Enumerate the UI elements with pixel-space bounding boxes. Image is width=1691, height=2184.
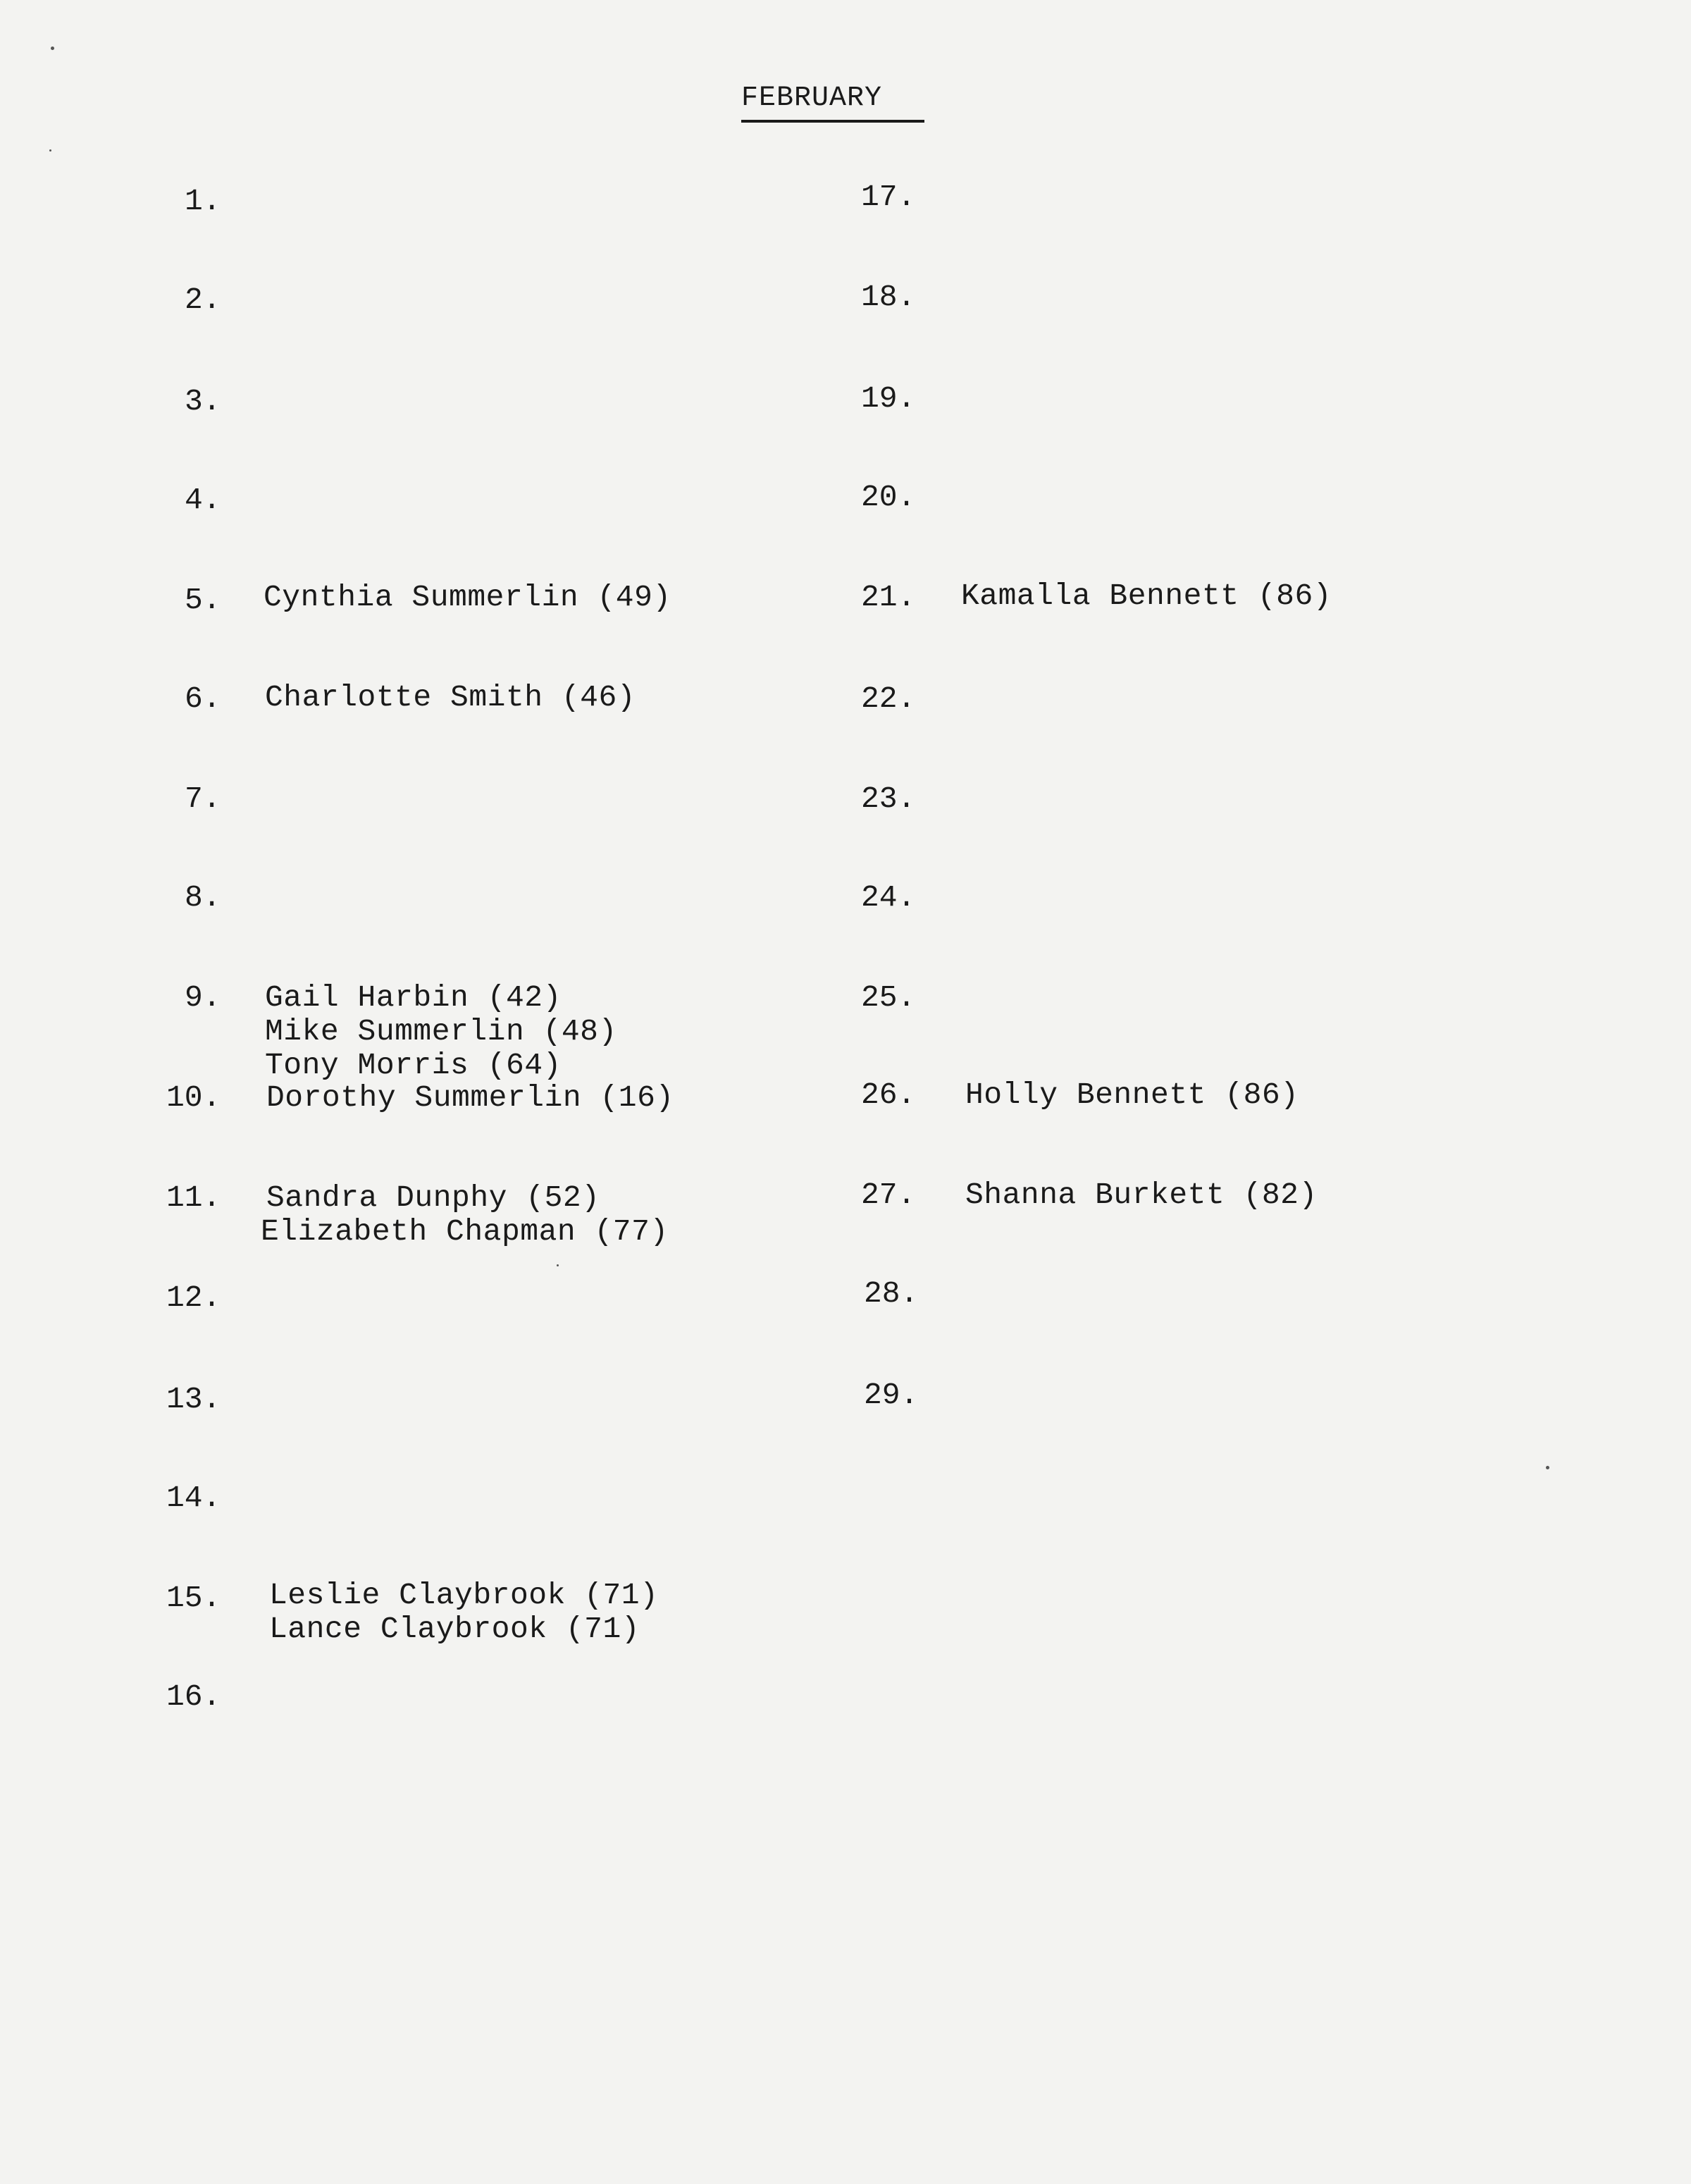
birthday-names	[965, 1178, 1318, 1212]
day-number: 8.	[185, 880, 221, 915]
day-number: 6.	[185, 681, 221, 716]
day-number: 20.	[861, 480, 916, 514]
birthday-name: Leslie Claybrook (71)	[269, 1578, 659, 1612]
birthday-names	[269, 1579, 658, 1646]
day-number: 29.	[864, 1378, 919, 1412]
paper-speck	[51, 47, 54, 50]
day-number: 23.	[861, 782, 916, 816]
birthday-name: Elizabeth Chapman (77)	[261, 1214, 669, 1249]
birthday-names	[265, 981, 617, 1082]
birthday-name: Holly Bennett (86)	[965, 1078, 1299, 1112]
birthday-names	[261, 1181, 669, 1249]
day-number: 12.	[166, 1281, 221, 1315]
day-number: 17.	[861, 180, 916, 214]
birthday-names	[965, 1078, 1299, 1112]
day-number: 22.	[861, 681, 916, 716]
day-number: 9.	[185, 980, 221, 1015]
day-number: 13.	[166, 1382, 221, 1417]
day-number: 15.	[166, 1581, 221, 1615]
birthday-name: Dorothy Summerlin (16)	[266, 1080, 674, 1115]
day-number: 14.	[166, 1481, 221, 1515]
day-number: 5.	[185, 583, 221, 617]
birthday-names	[265, 681, 636, 715]
day-number: 18.	[861, 280, 916, 314]
birthday-name: Mike Summerlin (48)	[265, 1014, 617, 1049]
birthday-names	[266, 1081, 674, 1115]
birthday-name: Charlotte Smith (46)	[265, 680, 636, 715]
day-number: 2.	[185, 283, 221, 317]
paper-speck	[557, 1264, 559, 1266]
birthday-names	[264, 581, 671, 615]
day-number: 27.	[861, 1178, 916, 1212]
day-number: 26.	[861, 1078, 916, 1112]
paper-speck	[49, 149, 51, 152]
birthday-name: Tony Morris (64)	[265, 1048, 562, 1082]
day-number: 4.	[185, 483, 221, 517]
day-number: 25.	[861, 980, 916, 1015]
day-number: 19.	[861, 381, 916, 416]
page-title: FEBRUARY	[741, 79, 924, 123]
day-number: 11.	[166, 1180, 221, 1215]
birthday-name: Lance Claybrook (71)	[269, 1612, 640, 1646]
day-number: 7.	[185, 782, 221, 816]
birthday-names	[961, 579, 1332, 613]
day-number: 24.	[861, 880, 916, 915]
day-number: 21.	[861, 580, 916, 615]
birthday-name: Cynthia Summerlin (49)	[264, 580, 671, 615]
day-number: 16.	[166, 1679, 221, 1714]
birthday-name: Shanna Burkett (82)	[965, 1178, 1318, 1212]
day-number: 28.	[864, 1276, 919, 1311]
birthday-name: Gail Harbin (42)	[265, 980, 562, 1015]
day-number: 10.	[166, 1080, 221, 1115]
day-number: 3.	[185, 384, 221, 419]
birthday-name: Kamalla Bennett (86)	[961, 579, 1332, 613]
birthday-name: Sandra Dunphy (52)	[266, 1180, 600, 1215]
paper-speck	[1546, 1466, 1549, 1469]
day-number: 1.	[185, 184, 221, 218]
